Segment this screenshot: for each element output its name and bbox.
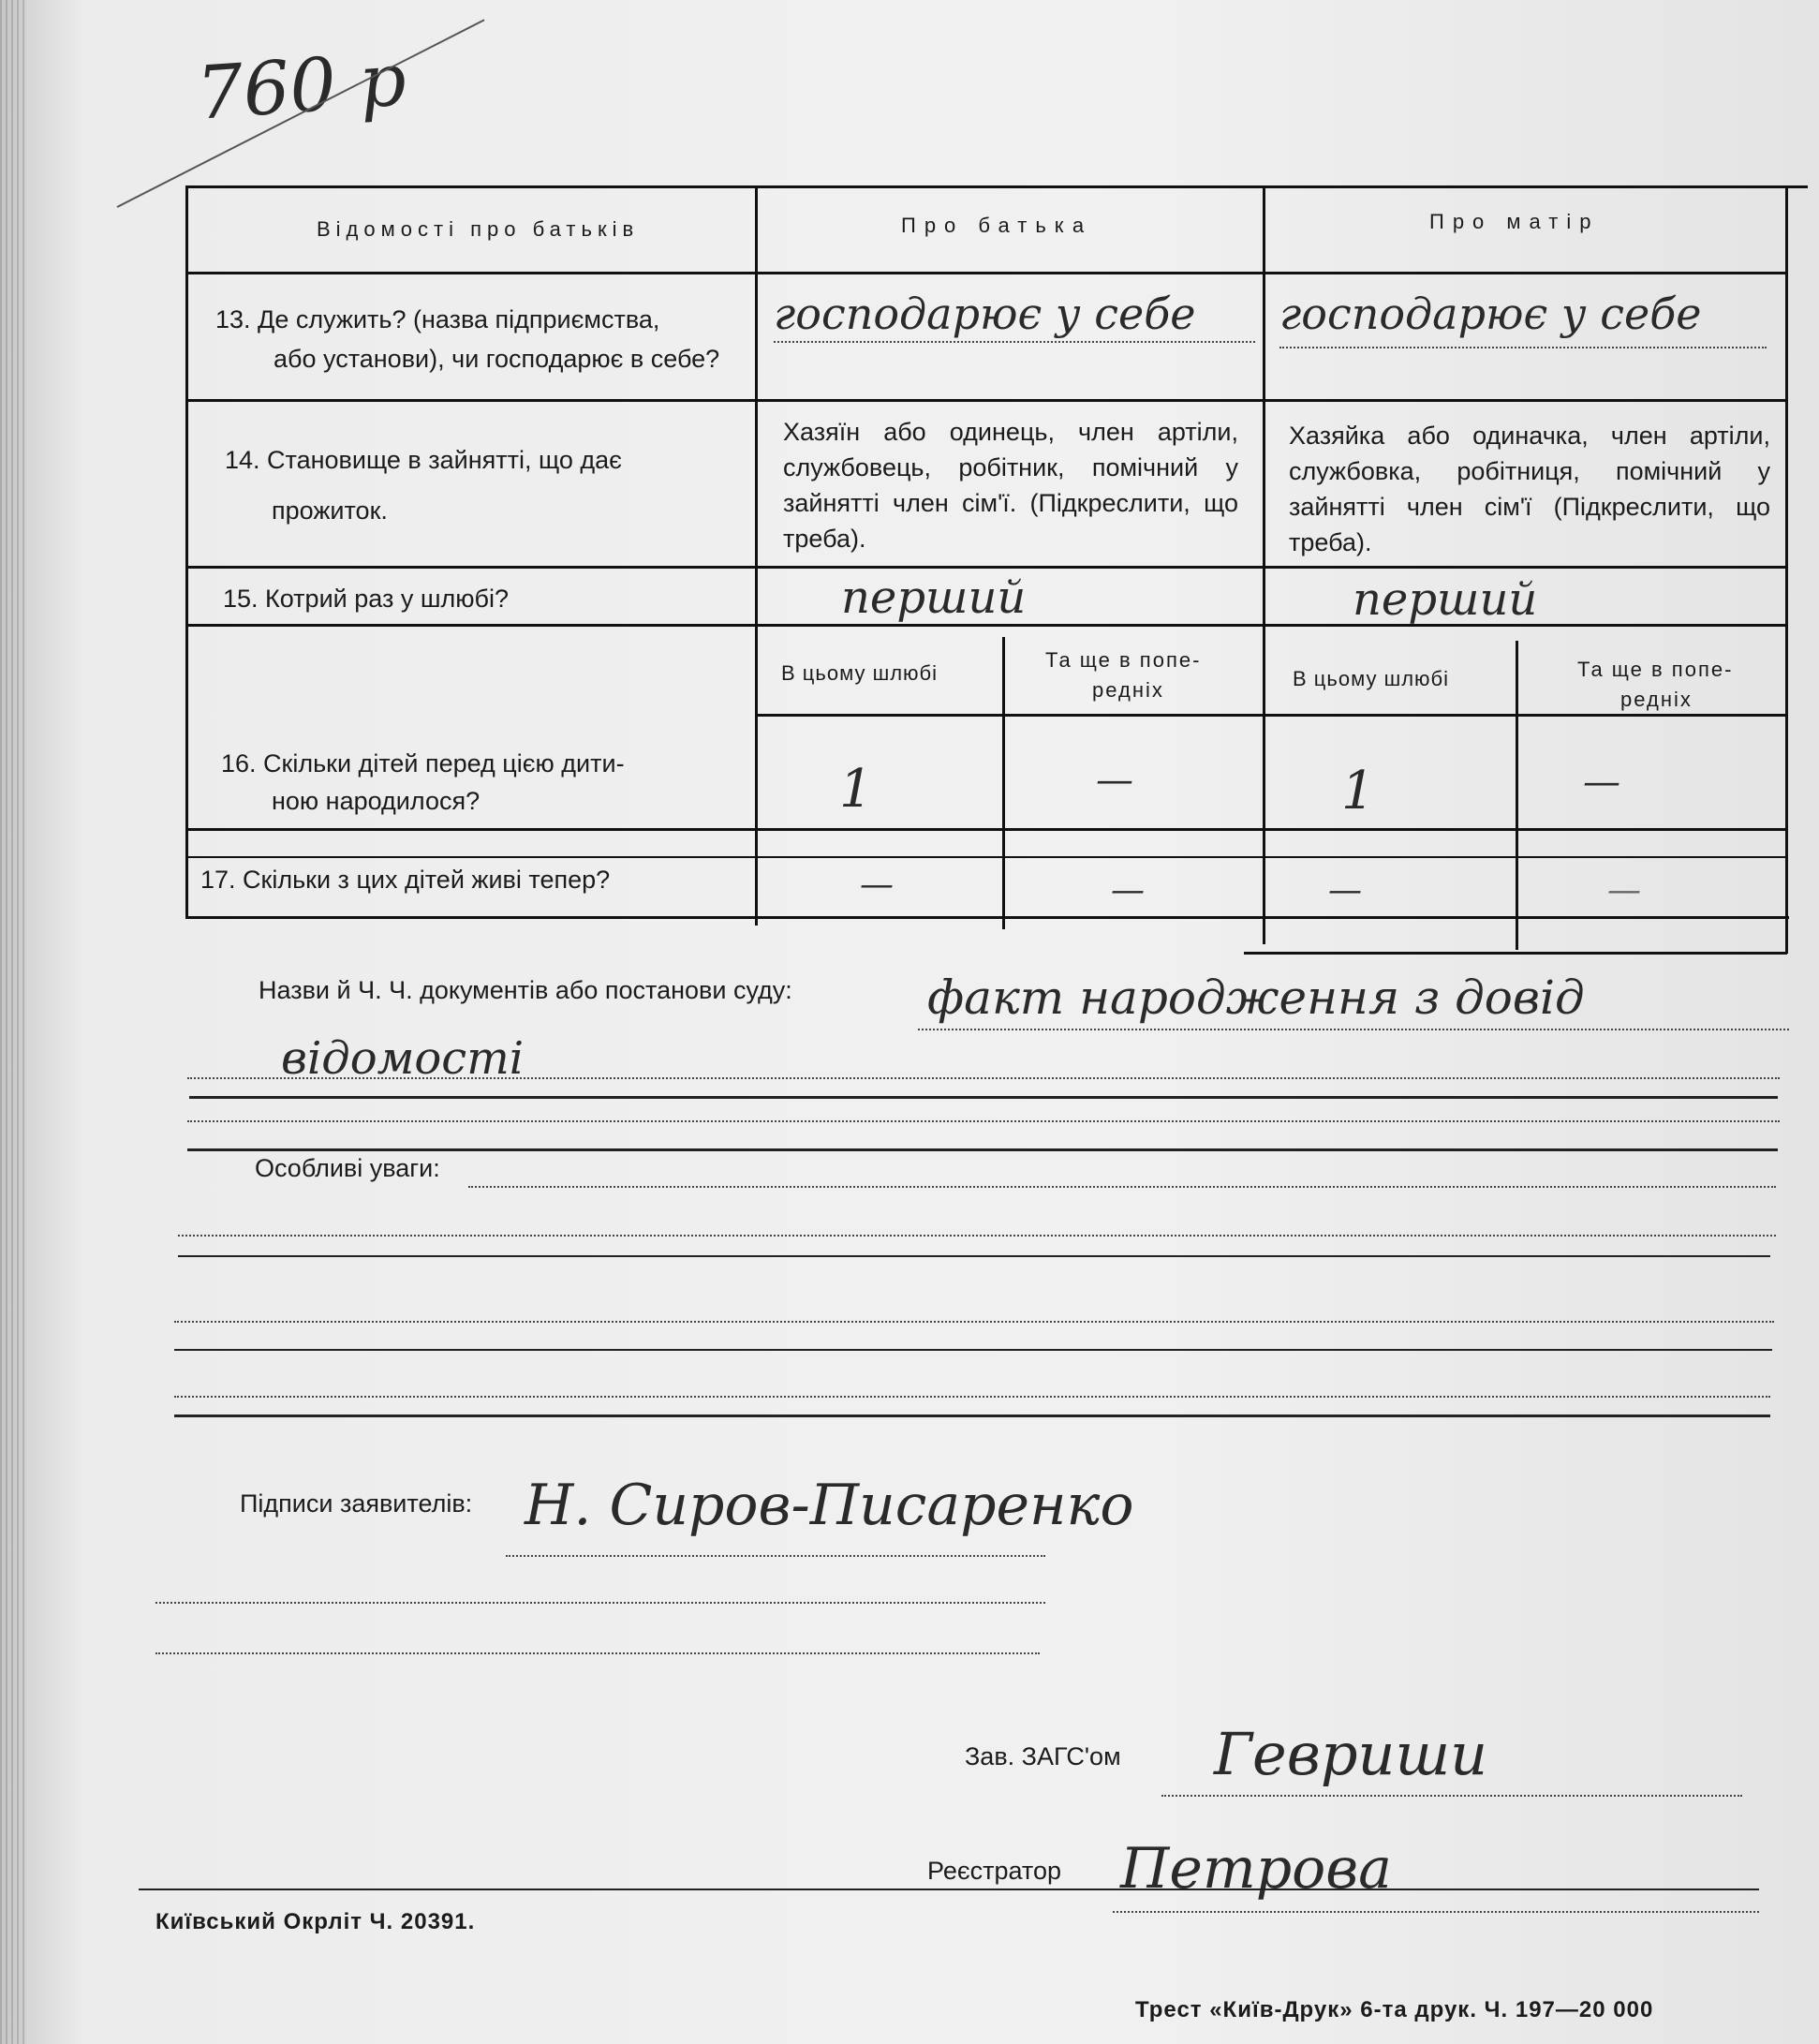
q16-mother-sub-prev-2: редніх <box>1620 688 1693 711</box>
corner-note: 760 р <box>194 37 409 137</box>
q17-father-prev-value: — <box>1111 871 1145 910</box>
q13-label-line2: або установи), чи господарює в себе? <box>274 345 720 373</box>
q15-father-answer: перший <box>841 571 1027 624</box>
q14-father-options: Хазяїн або одинець, член артіли, службовець, робітник, помічний у зайнятті член сім'ї. (Підкреслити, що треба). <box>783 418 1238 553</box>
header-col-father: Про батька <box>901 214 1093 237</box>
remarks-line-2 <box>178 1235 1776 1237</box>
documents-label: Назви й Ч. Ч. документів або постанови суду: <box>259 976 792 1004</box>
q16-label-line2: ною народилося? <box>272 787 481 815</box>
page-stack-edge <box>0 0 26 2044</box>
documents-line-2 <box>187 1077 1780 1079</box>
header-col-mother: Про матір <box>1429 210 1600 233</box>
remarks-line-4 <box>174 1396 1770 1398</box>
q13-father-answer: господарює у себе <box>774 289 1196 339</box>
q13-mother-line <box>1279 347 1767 348</box>
remarks-line-1 <box>468 1186 1776 1188</box>
registrar-label: Реєстратор <box>927 1857 1062 1885</box>
footer-printer-right: Трест «Київ-Друк» 6-та друк. Ч. 197—20 000 <box>1135 1997 1654 2022</box>
q17-mother-this-value: — <box>1328 871 1362 910</box>
documents-rule-2 <box>187 1148 1778 1151</box>
q16-father-this-value: 1 <box>839 759 873 820</box>
q13-father-line <box>774 341 1255 343</box>
remarks-rule-1 <box>178 1255 1770 1257</box>
q17-father-this-value: — <box>860 866 894 904</box>
zags-head-label: Зав. ЗАГС'ом <box>965 1742 1121 1770</box>
documents-value-line1: факт народження з довід <box>927 970 1585 1025</box>
q16-mother-sub-this: В цьому шлюбі <box>1293 667 1450 690</box>
applicants-line-1 <box>506 1555 1045 1557</box>
q15-label: 15. Котрий раз у шлюбі? <box>223 585 509 613</box>
zags-head-signature: Гевриши <box>1214 1720 1488 1788</box>
remarks-label: Особливі уваги: <box>255 1154 440 1182</box>
q16-father-sub-this: В цьому шлюбі <box>781 661 939 685</box>
applicants-signature: Н. Сиров-Писаренко <box>525 1473 1134 1538</box>
q17-label: 17. Скільки з цих дітей живі тепер? <box>200 866 611 894</box>
applicants-signature-label: Підписи заявителів: <box>240 1489 473 1518</box>
q16-father-sub-prev-1: Та ще в попе- <box>1045 648 1202 672</box>
q14-label-line1: 14. Становище в зайнятті, що дає <box>225 446 622 474</box>
applicants-line-2 <box>155 1602 1045 1604</box>
remarks-rule-2 <box>174 1349 1772 1351</box>
applicants-line-3 <box>155 1652 1040 1654</box>
q16-mother-prev-value: — <box>1583 761 1620 804</box>
documents-rule-1 <box>189 1096 1778 1099</box>
q16-label-line1: 16. Скільки дітей перед цією дити- <box>221 749 625 778</box>
q15-mother-answer: перший <box>1353 573 1538 626</box>
zags-head-line <box>1161 1795 1742 1797</box>
q16-father-prev-value: — <box>1096 759 1133 802</box>
footer-printer-left: Київський Окрліт Ч. 20391. <box>155 1909 476 1934</box>
header-col-parents: Відомості про батьків <box>317 217 640 241</box>
footer-rule <box>139 1888 1759 1890</box>
q14-label-line2: прожиток. <box>272 496 388 525</box>
q16-mother-sub-prev-1: Та ще в попе- <box>1577 658 1734 681</box>
q13-label-line1: 13. Де служить? (назва підприємства, <box>215 305 660 333</box>
documents-line-3 <box>187 1120 1780 1122</box>
q14-mother-options: Хазяйка або одиначка, член артіли, службовка, робітниця, помічний у зайнятті член сім'ї (Підкреслити, що треба). <box>1289 422 1770 556</box>
q17-mother-prev-value: — <box>1607 871 1641 910</box>
registrar-line <box>1113 1911 1759 1913</box>
q16-father-sub-prev-2: редніх <box>1092 678 1164 702</box>
documents-line-1 <box>918 1029 1789 1030</box>
q16-mother-this-value: 1 <box>1341 761 1375 822</box>
remarks-line-3 <box>174 1321 1774 1323</box>
q13-mother-answer: господарює у себе <box>1279 289 1702 339</box>
documents-value-line2: відомості <box>281 1032 525 1085</box>
registrar-signature: Петрова <box>1120 1836 1392 1902</box>
remarks-rule-3 <box>174 1415 1770 1417</box>
